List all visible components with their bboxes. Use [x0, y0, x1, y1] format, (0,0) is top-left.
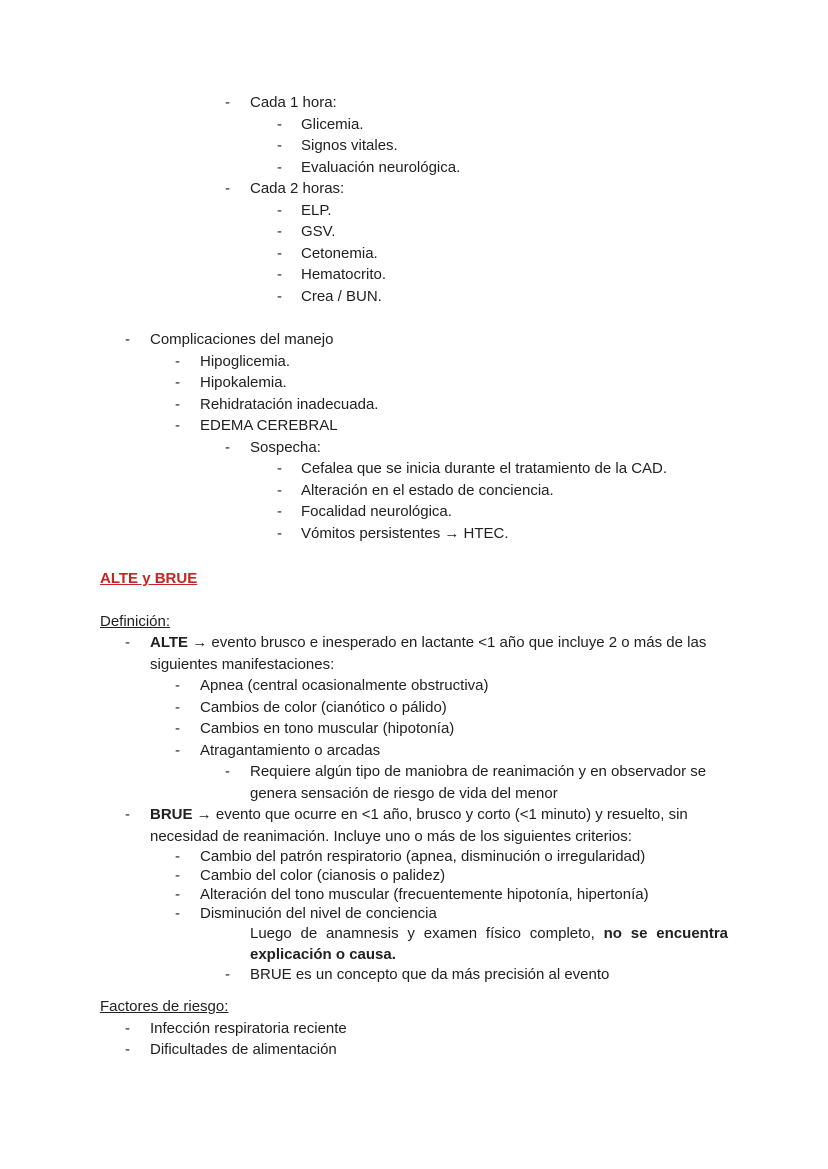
list-item-text: Hipoglicemia.	[200, 352, 291, 370]
dash-bullet: -	[277, 266, 282, 283]
list-item	[175, 847, 728, 866]
list-item	[277, 458, 728, 480]
conclusion-bold-text: no se encuentra explicación o causa.	[250, 925, 728, 963]
list-item-text: Cambio del patrón respiratorio (apnea, disminución o irregularidad)	[200, 848, 646, 865]
list-item	[277, 243, 728, 265]
list-item-text: Alteración del tono muscular (frecuentemente hipotonía, hipertonía)	[200, 886, 649, 903]
dash-bullet: -	[125, 806, 130, 823]
dash-bullet: -	[277, 201, 282, 219]
list-item-text: Infección respiratoria reciente	[150, 1019, 347, 1037]
list-item	[277, 114, 728, 136]
dash-bullet: -	[277, 115, 282, 133]
list-item-text: ELP.	[301, 201, 332, 219]
subheading-text: Factores de riesgo:	[100, 998, 229, 1015]
dash-bullet: -	[125, 634, 130, 651]
dash-bullet: -	[225, 763, 230, 780]
dash-bullet: -	[175, 352, 180, 370]
dash-bullet: -	[225, 438, 230, 456]
list-item	[277, 480, 728, 502]
dash-bullet: -	[125, 1019, 130, 1037]
dash-bullet: -	[277, 524, 282, 542]
list-item	[277, 157, 728, 179]
dash-bullet: -	[175, 905, 180, 922]
list-item	[277, 264, 728, 286]
list-item	[175, 904, 728, 923]
list-item	[225, 761, 728, 804]
dash-bullet: -	[277, 503, 282, 520]
section-heading-alte-brue: ALTE y BRUE	[100, 570, 198, 587]
dash-bullet: -	[175, 741, 180, 759]
list-item-text: Cambio del color (cianosis o palidez)	[200, 867, 446, 884]
list-item	[225, 178, 728, 200]
definition-text: → evento brusco e inesperado en lactante <1 año que incluye 2 o más de las siguientes manifestaciones:	[150, 634, 707, 673]
list-item	[175, 675, 728, 697]
subheading-factores-de-riesgo	[100, 996, 728, 1018]
dash-bullet: -	[225, 966, 230, 983]
list-item	[225, 437, 728, 459]
list-item-text: Disminución del nivel de conciencia	[200, 905, 437, 922]
dash-bullet: -	[175, 867, 180, 884]
list-item-text: Hipokalemia.	[200, 374, 287, 391]
list-item	[125, 1018, 728, 1040]
dash-bullet: -	[175, 395, 180, 413]
list-item-text: Requiere algún tipo de maniobra de reanimación y en observador se genera sensación de riesgo de vida del menor	[250, 763, 707, 802]
dash-bullet: -	[277, 223, 282, 240]
list-item	[175, 740, 728, 762]
list-item-text: Crea / BUN.	[301, 287, 382, 305]
list-item-text: Sospecha:	[250, 438, 321, 456]
subheading-text: Definición:	[100, 612, 171, 630]
conclusion-paragraph	[250, 923, 728, 965]
list-item-text: EDEMA CEREBRAL	[200, 417, 338, 434]
list-item	[277, 286, 728, 308]
dash-bullet: -	[277, 244, 282, 262]
list-item-text: Signos vitales.	[301, 137, 398, 154]
list-item	[277, 200, 728, 222]
term-brue: BRUE	[150, 806, 193, 823]
list-item-text: Complicaciones del manejo	[150, 331, 334, 348]
list-item	[277, 523, 728, 545]
term-alte: ALTE	[150, 634, 189, 651]
dash-bullet: -	[175, 677, 180, 694]
list-item	[277, 221, 728, 243]
list-item-text: Cetonemia.	[301, 244, 378, 262]
list-item	[125, 1039, 728, 1061]
list-item-text	[150, 804, 728, 847]
dash-bullet: -	[277, 287, 282, 305]
definition-text: → evento que ocurre en <1 año, brusco y corto (<1 minuto) y resuelto, sin necesidad de reanimación. Incluye uno o más de los siguientes criterios:	[150, 806, 688, 845]
list-item-text: Cambios en tono muscular (hipotonía)	[200, 720, 455, 737]
list-item-text: GSV.	[301, 223, 336, 240]
list-item	[175, 394, 728, 416]
dash-bullet: -	[125, 1041, 130, 1058]
dash-bullet: -	[277, 460, 282, 477]
list-item-text: Rehidratación inadecuada.	[200, 395, 379, 413]
dash-bullet: -	[225, 94, 230, 111]
dash-bullet: -	[277, 481, 282, 499]
list-item-text: Focalidad neurológica.	[301, 503, 452, 520]
list-item-text: Apnea (central ocasionalmente obstructiva)	[200, 677, 489, 694]
list-item	[175, 885, 728, 904]
list-item	[175, 351, 728, 373]
list-item	[125, 632, 728, 675]
dash-bullet: -	[175, 848, 180, 865]
dash-bullet: -	[175, 886, 180, 903]
dash-bullet: -	[175, 720, 180, 737]
list-item-text: Evaluación neurológica.	[301, 158, 461, 176]
list-item-text: Alteración en el estado de conciencia.	[301, 481, 554, 499]
dash-bullet: -	[175, 417, 180, 434]
list-item	[225, 965, 728, 984]
subheading-definicion	[100, 611, 728, 633]
list-item-text: Cada 1 hora:	[250, 94, 337, 111]
list-item-text: Cada 2 horas:	[250, 180, 345, 197]
list-item	[125, 804, 728, 847]
list-item	[277, 501, 728, 523]
conclusion-text: Luego de anamnesis y examen físico completo,	[250, 925, 604, 942]
list-item-text: Hematocrito.	[301, 266, 387, 283]
dash-bullet: -	[277, 158, 282, 176]
dash-bullet: -	[175, 374, 180, 391]
list-item-text: Vómitos persistentes → HTEC.	[301, 524, 509, 542]
list-item-text	[150, 632, 728, 675]
list-item	[225, 92, 728, 114]
list-item	[175, 866, 728, 885]
list-item-text: Dificultades de alimentación	[150, 1041, 337, 1058]
list-item-text: Cefalea que se inicia durante el tratamiento de la CAD.	[301, 460, 668, 477]
list-item-text: Cambios de color (cianótico o pálido)	[200, 698, 447, 716]
list-item	[175, 372, 728, 394]
list-item	[175, 697, 728, 719]
list-item	[175, 718, 728, 740]
list-item	[175, 415, 728, 437]
list-item	[125, 329, 728, 351]
list-item-text: BRUE es un concepto que da más precisión al evento	[250, 966, 610, 983]
dash-bullet: -	[225, 180, 230, 197]
dash-bullet: -	[277, 137, 282, 154]
list-item-text: Glicemia.	[301, 115, 364, 133]
list-item	[277, 135, 728, 157]
list-item-text: Atragantamiento o arcadas	[200, 741, 381, 759]
dash-bullet: -	[125, 331, 130, 348]
dash-bullet: -	[175, 698, 180, 716]
